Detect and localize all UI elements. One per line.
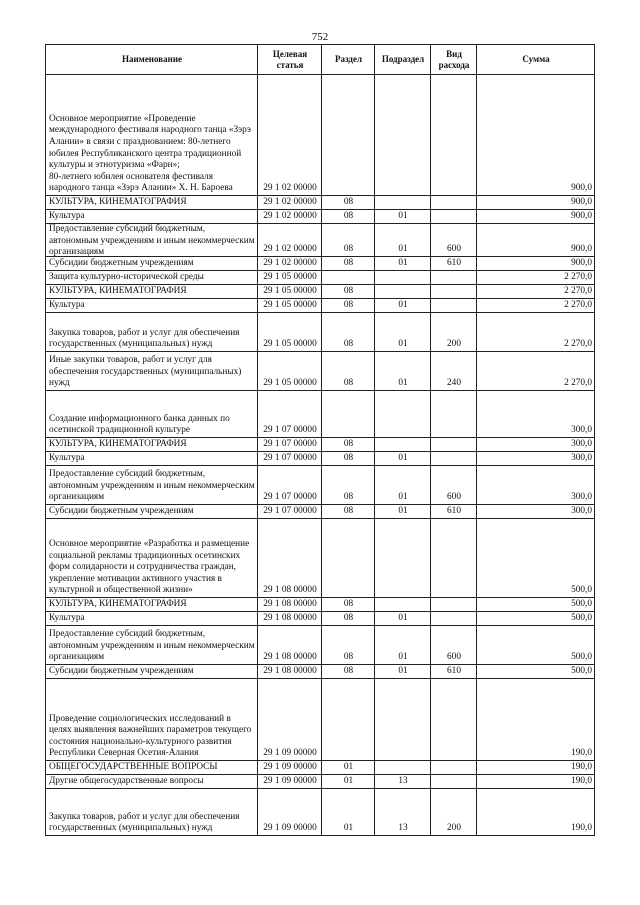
cell-expense-type: 200 — [431, 313, 477, 352]
header-expense-type: Вид расхода — [431, 45, 477, 75]
cell-subsection — [375, 391, 431, 438]
cell-subsection: 01 — [375, 626, 431, 665]
row-name-text: КУЛЬТУРА, КИНЕМАТОГРАФИЯ — [49, 599, 187, 610]
cell-name — [46, 761, 258, 775]
cell-subsection — [375, 761, 431, 775]
row-name-text: Субсидии бюджетным учреждениям — [49, 666, 194, 677]
cell-expense-type: 610 — [431, 665, 477, 679]
cell-name — [46, 196, 258, 210]
cell-expense-type — [431, 75, 477, 196]
cell-section: 08 — [322, 452, 375, 466]
cell-subsection: 01 — [375, 612, 431, 626]
cell-section: 08 — [322, 598, 375, 612]
table-row — [46, 466, 595, 505]
cell-target-article: 29 1 09 00000 — [258, 789, 322, 836]
row-name-text: ОБЩЕГОСУДАРСТВЕННЫЕ ВОПРОСЫ — [49, 762, 218, 773]
cell-expense-type — [431, 196, 477, 210]
cell-section — [322, 519, 375, 598]
row-name-text: Культура — [49, 300, 85, 311]
cell-name — [46, 271, 258, 285]
cell-amount: 900,0 — [477, 196, 595, 210]
cell-expense-type — [431, 761, 477, 775]
table-row — [46, 519, 595, 598]
cell-section: 08 — [322, 313, 375, 352]
cell-amount: 300,0 — [477, 505, 595, 519]
cell-amount: 2 270,0 — [477, 271, 595, 285]
cell-subsection: 13 — [375, 789, 431, 836]
cell-name — [46, 789, 258, 836]
cell-amount: 500,0 — [477, 519, 595, 598]
row-name-text: Субсидии бюджетным учреждениям — [49, 258, 194, 269]
cell-name — [46, 519, 258, 598]
cell-target-article: 29 1 08 00000 — [258, 626, 322, 665]
table-row — [46, 665, 595, 679]
table-row — [46, 196, 595, 210]
cell-subsection — [375, 438, 431, 452]
row-name-text: Субсидии бюджетным учреждениям — [49, 506, 194, 517]
cell-expense-type — [431, 598, 477, 612]
cell-expense-type — [431, 299, 477, 313]
row-name-text: Закупка товаров, работ и услуг для обеспечения государственных (муниципальных) нужд — [49, 327, 240, 350]
table-row — [46, 789, 595, 836]
cell-target-article: 29 1 05 00000 — [258, 352, 322, 391]
cell-subsection: 13 — [375, 775, 431, 789]
cell-amount: 190,0 — [477, 679, 595, 761]
cell-amount: 900,0 — [477, 75, 595, 196]
cell-name — [46, 299, 258, 313]
cell-amount: 500,0 — [477, 598, 595, 612]
cell-name — [46, 210, 258, 224]
cell-section — [322, 75, 375, 196]
row-name-text: Основное мероприятие «Разработка и размещение социальной рекламы традиционных осетинских форм солидарности и сотрудничества граждан, укрепление мотивации активного участия в культурной и общественной жизни» — [49, 539, 250, 596]
row-name-text: Другие общегосударственные вопросы — [49, 776, 204, 787]
cell-section: 01 — [322, 775, 375, 789]
table-row — [46, 438, 595, 452]
cell-target-article: 29 1 02 00000 — [258, 210, 322, 224]
cell-amount: 2 270,0 — [477, 352, 595, 391]
cell-name — [46, 466, 258, 505]
cell-name — [46, 775, 258, 789]
cell-name — [46, 612, 258, 626]
table-row — [46, 257, 595, 271]
table-row — [46, 313, 595, 352]
cell-name — [46, 626, 258, 665]
cell-target-article: 29 1 08 00000 — [258, 612, 322, 626]
header-section: Раздел — [322, 45, 375, 75]
cell-amount: 500,0 — [477, 626, 595, 665]
cell-subsection — [375, 679, 431, 761]
cell-section: 01 — [322, 789, 375, 836]
cell-section: 08 — [322, 665, 375, 679]
row-name-text: Создание информационного банка данных по осетинской традиционной культуре — [49, 413, 230, 436]
header-amount: Сумма — [477, 45, 595, 75]
cell-subsection: 01 — [375, 224, 431, 257]
cell-expense-type — [431, 271, 477, 285]
table-row — [46, 761, 595, 775]
cell-amount: 300,0 — [477, 466, 595, 505]
cell-subsection — [375, 196, 431, 210]
cell-target-article: 29 1 05 00000 — [258, 299, 322, 313]
cell-section: 08 — [322, 224, 375, 257]
cell-target-article: 29 1 05 00000 — [258, 313, 322, 352]
cell-section: 08 — [322, 612, 375, 626]
cell-amount: 300,0 — [477, 438, 595, 452]
cell-target-article: 29 1 08 00000 — [258, 519, 322, 598]
cell-name — [46, 679, 258, 761]
cell-expense-type: 200 — [431, 789, 477, 836]
cell-target-article: 29 1 02 00000 — [258, 75, 322, 196]
cell-target-article: 29 1 09 00000 — [258, 761, 322, 775]
cell-target-article: 29 1 08 00000 — [258, 598, 322, 612]
cell-expense-type: 240 — [431, 352, 477, 391]
cell-subsection: 01 — [375, 352, 431, 391]
cell-section: 08 — [322, 257, 375, 271]
cell-amount: 2 270,0 — [477, 285, 595, 299]
cell-subsection: 01 — [375, 665, 431, 679]
cell-expense-type: 610 — [431, 505, 477, 519]
cell-section: 08 — [322, 285, 375, 299]
cell-name — [46, 352, 258, 391]
cell-target-article: 29 1 08 00000 — [258, 665, 322, 679]
cell-target-article: 29 1 02 00000 — [258, 196, 322, 210]
cell-subsection — [375, 285, 431, 299]
row-name-text: Закупка товаров, работ и услуг для обеспечения государственных (муниципальных) нужд — [49, 811, 240, 834]
cell-expense-type: 600 — [431, 466, 477, 505]
cell-amount: 190,0 — [477, 789, 595, 836]
cell-target-article: 29 1 09 00000 — [258, 775, 322, 789]
cell-expense-type: 600 — [431, 626, 477, 665]
cell-section: 08 — [322, 299, 375, 313]
cell-target-article: 29 1 07 00000 — [258, 452, 322, 466]
table-row — [46, 612, 595, 626]
cell-section: 08 — [322, 466, 375, 505]
table-row — [46, 391, 595, 438]
cell-subsection — [375, 519, 431, 598]
table-header-row — [46, 45, 595, 75]
cell-section: 08 — [322, 505, 375, 519]
cell-expense-type — [431, 519, 477, 598]
cell-target-article: 29 1 02 00000 — [258, 224, 322, 257]
cell-target-article: 29 1 05 00000 — [258, 285, 322, 299]
cell-section — [322, 391, 375, 438]
cell-name — [46, 257, 258, 271]
row-name-text: Иные закупки товаров, работ и услуг для обеспечения государственных (муниципальных) нужд — [49, 355, 242, 389]
cell-amount: 900,0 — [477, 257, 595, 271]
cell-section: 01 — [322, 761, 375, 775]
cell-target-article: 29 1 02 00000 — [258, 257, 322, 271]
cell-name — [46, 665, 258, 679]
table-row — [46, 598, 595, 612]
cell-name — [46, 224, 258, 257]
cell-subsection: 01 — [375, 257, 431, 271]
cell-amount: 190,0 — [477, 775, 595, 789]
table-row — [46, 271, 595, 285]
table-row — [46, 299, 595, 313]
cell-amount: 190,0 — [477, 761, 595, 775]
table-row — [46, 505, 595, 519]
cell-subsection: 01 — [375, 210, 431, 224]
cell-section: 08 — [322, 210, 375, 224]
row-name-text: Культура — [49, 211, 85, 222]
cell-subsection — [375, 598, 431, 612]
cell-expense-type — [431, 775, 477, 789]
row-name-text: Культура — [49, 613, 85, 624]
cell-expense-type — [431, 210, 477, 224]
table-row — [46, 285, 595, 299]
cell-expense-type — [431, 612, 477, 626]
cell-subsection — [375, 271, 431, 285]
table-row — [46, 210, 595, 224]
row-name-text: КУЛЬТУРА, КИНЕМАТОГРАФИЯ — [49, 286, 187, 297]
cell-expense-type — [431, 391, 477, 438]
cell-section: 08 — [322, 438, 375, 452]
cell-amount: 300,0 — [477, 391, 595, 438]
row-name-text: Предоставление субсидий бюджетным, автономным учреждениям и иным некоммерческим организациям — [49, 469, 255, 503]
table-row — [46, 75, 595, 196]
cell-name — [46, 438, 258, 452]
row-name-text: КУЛЬТУРА, КИНЕМАТОГРАФИЯ — [49, 439, 187, 450]
cell-subsection: 01 — [375, 299, 431, 313]
budget-table — [45, 44, 595, 836]
cell-name — [46, 285, 258, 299]
row-name-text: Проведение социологических исследований в целях выявления важнейших параметров текущего состояния национально-культурного развития Республики Северная Осетия-Алания — [49, 713, 252, 759]
cell-target-article: 29 1 05 00000 — [258, 271, 322, 285]
cell-subsection: 01 — [375, 505, 431, 519]
cell-amount: 300,0 — [477, 452, 595, 466]
cell-section: 08 — [322, 196, 375, 210]
cell-name — [46, 313, 258, 352]
row-name-text: Основное мероприятие «Проведение международного фестиваля народного танца «Зэрэ Алании» в связи с празднованием: 80-летнего юбилея Республиканского центра традиционной культуры и этнотуризма «Фарн»; 80-летнего юбилея основателя фестиваля народного танца «Зэрэ Алании» Х. Н. Бароева — [49, 113, 252, 194]
cell-section: 08 — [322, 352, 375, 391]
cell-subsection — [375, 75, 431, 196]
cell-subsection: 01 — [375, 313, 431, 352]
cell-expense-type — [431, 452, 477, 466]
cell-amount: 900,0 — [477, 224, 595, 257]
cell-name — [46, 452, 258, 466]
table-body — [46, 75, 595, 836]
table-row — [46, 224, 595, 257]
cell-section — [322, 679, 375, 761]
cell-name — [46, 598, 258, 612]
cell-amount: 900,0 — [477, 210, 595, 224]
cell-target-article: 29 1 07 00000 — [258, 505, 322, 519]
cell-amount: 2 270,0 — [477, 299, 595, 313]
header-target-article: Целевая статья — [258, 45, 322, 75]
cell-expense-type — [431, 438, 477, 452]
table-row — [46, 679, 595, 761]
cell-expense-type — [431, 679, 477, 761]
row-name-text: Предоставление субсидий бюджетным, автономным учреждениям и иным некоммерческим организациям — [49, 629, 255, 663]
cell-name — [46, 505, 258, 519]
cell-expense-type: 610 — [431, 257, 477, 271]
header-subsection: Подраздел — [375, 45, 431, 75]
cell-name — [46, 391, 258, 438]
row-name-text: Защита культурно-исторической среды — [49, 272, 204, 283]
cell-amount: 500,0 — [477, 665, 595, 679]
cell-target-article: 29 1 07 00000 — [258, 466, 322, 505]
cell-name — [46, 75, 258, 196]
row-name-text: Предоставление субсидий бюджетным, автономным учреждениям и иным некоммерческим организациям — [49, 224, 255, 256]
row-name-text: Культура — [49, 453, 85, 464]
cell-amount: 500,0 — [477, 612, 595, 626]
cell-section: 08 — [322, 626, 375, 665]
table-row — [46, 452, 595, 466]
cell-target-article: 29 1 07 00000 — [258, 391, 322, 438]
cell-amount: 2 270,0 — [477, 313, 595, 352]
header-name: Наименование — [46, 45, 258, 75]
cell-subsection: 01 — [375, 466, 431, 505]
row-name-text: КУЛЬТУРА, КИНЕМАТОГРАФИЯ — [49, 197, 187, 208]
cell-subsection: 01 — [375, 452, 431, 466]
cell-expense-type: 600 — [431, 224, 477, 257]
cell-section — [322, 271, 375, 285]
table-row — [46, 352, 595, 391]
cell-target-article: 29 1 09 00000 — [258, 679, 322, 761]
table-row — [46, 626, 595, 665]
cell-expense-type — [431, 285, 477, 299]
page-number: 752 — [311, 31, 329, 43]
table-row — [46, 775, 595, 789]
cell-target-article: 29 1 07 00000 — [258, 438, 322, 452]
